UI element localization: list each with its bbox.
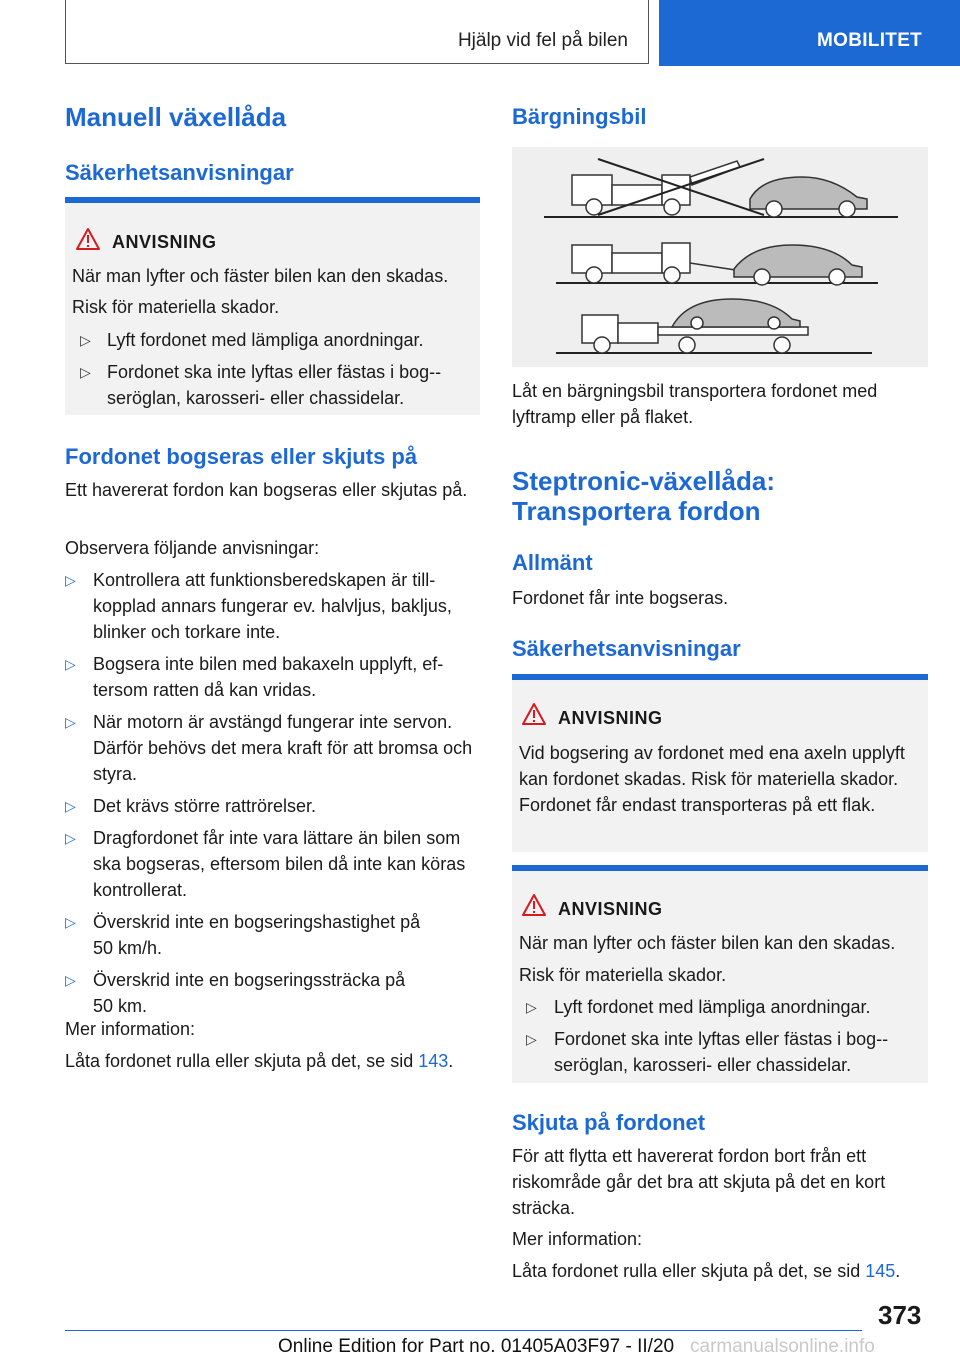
push-text: För att flytta ett havererat fordon bort från ett riskområde går det bra att skjuta på det en kort sträcka. [512, 1146, 886, 1218]
bullet-triangle-icon: ▷ [65, 572, 76, 588]
tow-truck-heading: Bärgningsbil [512, 104, 647, 129]
bullet-triangle-icon: ▷ [65, 798, 76, 814]
section-title: Hjälp vid fel på bilen [457, 30, 628, 51]
chapter-tab-label: MOBILITET [817, 30, 923, 51]
warning-risk-text: Risk för materiella skador. [72, 297, 280, 317]
general-heading: Allmänt [512, 550, 593, 575]
warning-list [526, 994, 921, 1078]
bullet-triangle-icon: ▷ [526, 999, 537, 1015]
warning-triangle-icon [75, 227, 101, 251]
page-header [0, 0, 960, 66]
more-info-label: Mer information: [65, 1019, 196, 1039]
page-number: 373 [878, 1300, 922, 1330]
towing-list [65, 567, 480, 1019]
list-item: ▷ Dragfordonet får inte vara lättare än bilen som ska bogseras, eftersom bilen då inte kan köras kontrollerat. [65, 825, 480, 903]
general-text: Fordonet får inte bogseras. [512, 588, 729, 608]
page-link[interactable]: 145 [865, 1261, 896, 1281]
list-item: ▷ Överskrid inte en bogseringssträcka på 50 km. [65, 967, 423, 1019]
list-item: ▷ När motorn är avstängd fungerar inte servon. Därför behövs det mera kraft för att bromsa och styra. [65, 709, 480, 787]
list-item: ▷ Fordonet ska inte lyftas eller fästas i bog-seröglan, karosseri- eller chassidelar. [80, 359, 475, 411]
warning-text: När man lyfter och fäster bilen kan den skadas. [519, 933, 896, 953]
warning-title: ANVISNING [112, 232, 217, 252]
list-item: ▷ Det krävs större rattrörelser. [65, 793, 480, 819]
warning-text: Vid bogsering av fordonet med ena axeln upplyft kan fordonet skadas. Risk för materiella skador. Fordonet får endast transporteras på ett flak. [519, 743, 905, 815]
list-item: ▷ Kontrollera att funktionsberedskapen är tillkopplad annars fungerar ev. halvljus, bakljus, blinker och torkare inte. [65, 567, 480, 645]
edition-text: Online Edition for Part no. 01405A03F97 - II/20 [278, 1336, 675, 1357]
warning-box-towing [512, 674, 928, 852]
reference-text: Låta fordonet rulla eller skjuta på det, se sid 143. [65, 1051, 454, 1071]
chapter-tab[interactable] [659, 0, 960, 66]
safety-heading: Säkerhetsanvisningar [65, 160, 294, 185]
warning-box [65, 197, 480, 415]
page-link[interactable]: 143 [418, 1051, 449, 1071]
manual-gearbox-title: Manuell växellåda [65, 102, 287, 132]
watermark: carmanualsonline.info [690, 1336, 875, 1357]
towing-intro: Ett havererat fordon kan bogseras eller skjutas på. [65, 480, 468, 500]
warning-triangle-icon [521, 893, 547, 917]
bullet-triangle-icon: ▷ [65, 914, 76, 930]
bullet-triangle-icon: ▷ [65, 830, 76, 846]
list-item: ▷ Överskrid inte en bogseringshastighet på 50 km/h. [65, 909, 423, 961]
list-item: ▷ Lyft fordonet med lämpliga anordningar. [80, 327, 475, 353]
warning-box-lifting [512, 865, 928, 1083]
bullet-triangle-icon: ▷ [65, 714, 76, 730]
bullet-triangle-icon: ▷ [80, 332, 91, 348]
list-item: ▷ Fordonet ska inte lyftas eller fästas i bog-seröglan, karosseri- eller chassidelar. [526, 1026, 921, 1078]
tow-truck-text: Låt en bärgningsbil transportera fordonet med lyftramp eller på flaket. [512, 381, 878, 427]
section-header-box [65, 0, 649, 64]
tow-truck-illustration [512, 147, 928, 367]
bullet-triangle-icon: ▷ [80, 364, 91, 380]
warning-title: ANVISNING [558, 708, 663, 728]
safety-heading-right: Säkerhetsanvisningar [512, 636, 741, 661]
list-item: ▷ Lyft fordonet med lämpliga anordningar. [526, 994, 921, 1020]
list-item: ▷ Bogsera inte bilen med bakaxeln upplyft, eftersom ratten då kan vridas. [65, 651, 480, 703]
warning-text: När man lyfter och fäster bilen kan den skadas. [72, 266, 449, 286]
bullet-triangle-icon: ▷ [65, 656, 76, 672]
bullet-triangle-icon: ▷ [65, 972, 76, 988]
warning-triangle-icon [521, 702, 547, 726]
reference-text: Låta fordonet rulla eller skjuta på det, se sid 145. [512, 1261, 901, 1281]
steptronic-heading: Steptronic-växellåda: Transportera fordon [512, 466, 775, 526]
footer-divider [65, 1330, 862, 1331]
warning-list [80, 327, 475, 411]
bullet-triangle-icon: ▷ [526, 1031, 537, 1047]
towing-observe: Observera följande anvisningar: [65, 538, 320, 558]
push-heading: Skjuta på fordonet [512, 1110, 706, 1135]
warning-title: ANVISNING [558, 899, 663, 919]
more-info-label: Mer information: [512, 1229, 643, 1249]
warning-risk-text: Risk för materiella skador. [519, 965, 727, 985]
tow-truck-icon [512, 147, 928, 367]
towing-heading: Fordonet bogseras eller skjuts på [65, 444, 418, 469]
